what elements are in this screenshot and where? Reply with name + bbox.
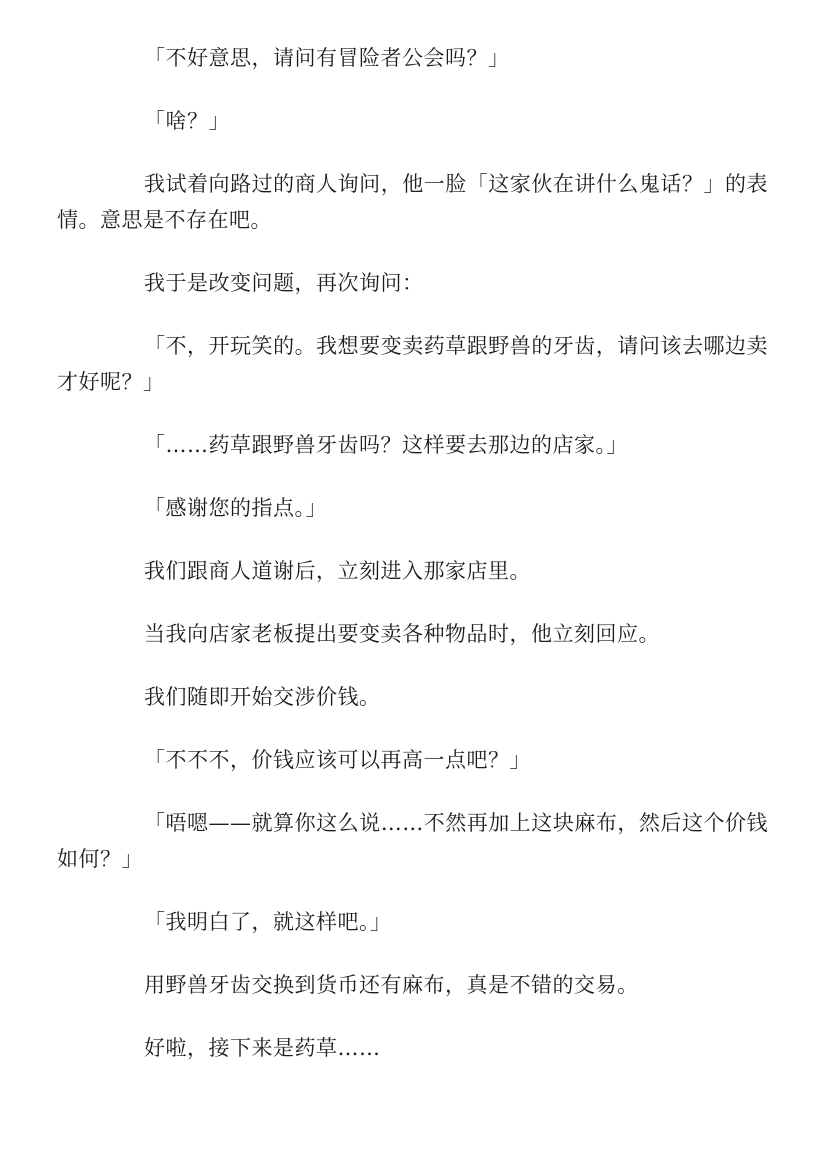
paragraph: 好啦，接下来是药草…… <box>144 1036 381 1060</box>
paragraph: 「不，开玩笑的。我想要变卖药草跟野兽的牙齿，请问该去哪边卖才好呢？」 <box>57 334 768 394</box>
paragraph: 「唔嗯——就算你这么说……不然再加上这块麻布，然后这个价钱如何？」 <box>57 811 768 871</box>
paragraph: 当我向店家老板提出要变卖各种物品时，他立刻回应。 <box>144 622 660 646</box>
paragraph: 「不好意思，请问有冒险者公会吗？」 <box>144 46 510 70</box>
paragraph: 「感谢您的指点。」 <box>144 496 327 520</box>
paragraph: 我试着向路过的商人询问，他一脸「这家伙在讲什么鬼话？」的表情。意思是不存在吧。 <box>57 172 768 232</box>
paragraph: 「不不不，价钱应该可以再高一点吧？」 <box>144 748 531 772</box>
paragraph: 我们跟商人道谢后，立刻进入那家店里。 <box>144 559 531 583</box>
paragraph: 用野兽牙齿交换到货币还有麻布，真是不错的交易。 <box>144 973 639 997</box>
paragraph: 我们随即开始交涉价钱。 <box>144 685 381 709</box>
paragraph: 我于是改变问题，再次询问： <box>144 271 424 295</box>
paragraph: 「……药草跟野兽牙齿吗？这样要去那边的店家。」 <box>144 433 628 457</box>
paragraph: 「我明白了，就这样吧。」 <box>144 910 392 934</box>
paragraph: 「啥？」 <box>144 109 230 133</box>
